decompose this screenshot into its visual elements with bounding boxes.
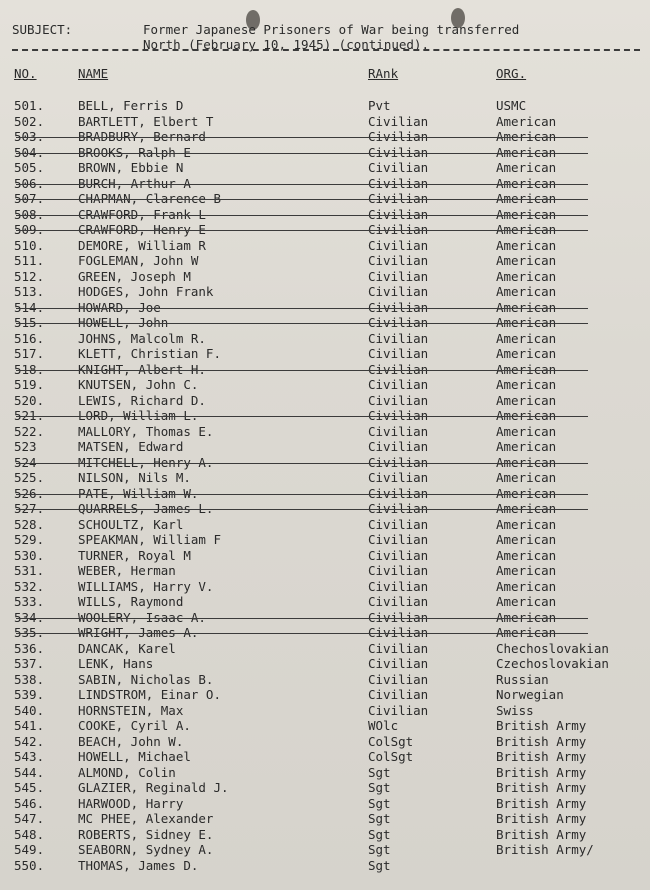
strikethrough-line [16,308,588,309]
entry-number: 534. [14,609,45,625]
list-item [0,145,650,160]
list-item [0,718,650,733]
entry-rank: Civilian [368,439,429,454]
entry-org: American [496,191,557,206]
strikethrough-line [16,494,588,495]
list-item [0,269,650,284]
entry-rank: Civilian [368,175,429,191]
entry-name: THOMAS, James D. [78,857,199,873]
entry-rank: ColSgt [368,749,414,764]
entry-name: WRIGHT, James A. [78,625,199,640]
entry-number: 518. [14,361,45,377]
entry-rank: Civilian [368,268,429,284]
subject-line-1: Former Japanese Prisoners of War being transferred [143,22,520,37]
entry-number: 519. [14,377,45,392]
entry-number: 505. [14,160,45,175]
list-item [0,548,650,563]
entry-rank: Civilian [368,330,429,346]
entry-rank: Sgt [368,826,391,842]
entry-name: SCHOULTZ, Karl [78,516,184,532]
entry-name: BROWN, Ebbie N [78,160,184,175]
entry-number: 520. [14,392,45,408]
strikethrough-line [16,199,588,200]
entry-org: American [496,346,557,361]
entry-rank: Civilian [368,563,429,578]
list-item [0,625,650,640]
strikethrough-line [16,137,588,138]
entry-org: Chechoslovakian [496,640,609,656]
entry-rank: Civilian [368,656,429,671]
entry-org: American [496,392,557,408]
entry-name: CHAPMAN, Clarence B [78,191,221,206]
strikethrough-line [16,416,588,417]
entry-number: 506. [14,175,45,191]
entry-rank: Civilian [368,547,429,563]
entry-number: 521. [14,408,45,423]
entry-rank: Civilian [368,206,429,222]
list-item [0,842,650,857]
entry-number: 509. [14,222,45,237]
entry-rank: Civilian [368,377,429,392]
list-item [0,114,650,129]
list-item [0,532,650,547]
entry-number: 515. [14,315,45,330]
entry-rank: Civilian [368,594,429,609]
entry-org: British Army [496,826,587,842]
list-item [0,827,650,842]
entry-number: 547. [14,811,45,826]
strikethrough-line [16,509,588,510]
strikethrough-line [16,463,588,464]
entry-rank: Civilian [368,423,429,439]
entry-number: 538. [14,671,45,687]
entry-name: BURCH, Arthur A [78,175,191,191]
list-item [0,362,650,377]
entry-number: 544. [14,764,45,780]
entry-number: 523 [14,439,37,454]
entry-number: 501. [14,98,45,113]
entry-org: American [496,113,557,129]
entry-rank: Civilian [368,361,429,377]
entry-number: 542. [14,733,45,749]
list-item [0,796,650,811]
entry-rank: Sgt [368,764,391,780]
strikethrough-line [16,184,588,185]
entry-name: BELL, Ferris D [78,98,184,113]
entry-number: 507. [14,191,45,206]
list-item [0,517,650,532]
entry-number: 502. [14,113,45,129]
entry-rank: Civilian [368,144,429,160]
entry-name: MALLORY, Thomas E. [78,423,214,439]
entry-rank: Civilian [368,470,429,485]
entry-number: 517. [14,346,45,361]
strikethrough-line [16,230,588,231]
list-item [0,191,650,206]
list-item [0,377,650,392]
entry-org: American [496,563,557,578]
entry-org: American [496,315,557,330]
entry-rank: Civilian [368,284,429,299]
list-item [0,858,650,873]
strikethrough-line [16,370,588,371]
entry-number: 531. [14,563,45,578]
entry-number: 514. [14,299,45,315]
entry-rank: Civilian [368,671,429,687]
entry-rank: Civilian [368,191,429,206]
entry-org: American [496,625,557,640]
strikethrough-line [16,153,588,154]
entry-name: SPEAKMAN, William F [78,532,221,547]
entry-rank: Civilian [368,408,429,423]
list-item [0,253,650,268]
list-item [0,300,650,315]
entry-name: NILSON, Nils M. [78,470,191,485]
entry-number: 525. [14,470,45,485]
list-item [0,331,650,346]
entry-number: 504. [14,144,45,160]
entry-rank: Civilian [368,346,429,361]
list-item [0,408,650,423]
entry-org: American [496,268,557,284]
list-item [0,470,650,485]
list-item [0,765,650,780]
entry-org: British Army [496,718,587,733]
entry-org: American [496,408,557,423]
entry-name: TURNER, Royal M [78,547,191,563]
entry-number: 528. [14,516,45,532]
entry-org: British Army [496,733,587,749]
entry-name: HOWARD, Joe [78,299,161,315]
dashed-separator [12,49,640,51]
entry-rank: Civilian [368,516,429,532]
entry-number: 546. [14,795,45,811]
entry-number: 535. [14,625,45,640]
entry-name: HODGES, John Frank [78,284,214,299]
entry-org: American [496,377,557,392]
entry-name: MATSEN, Edward [78,439,184,454]
entry-org: British Army [496,749,587,764]
entry-name: HARWOOD, Harry [78,795,184,811]
entry-rank: Civilian [368,253,429,268]
column-header-no: NO. [14,66,37,81]
column-header-name: NAME [78,66,109,81]
list-item [0,610,650,625]
strikethrough-line [16,618,588,619]
entry-org: American [496,609,557,625]
entry-number: 513. [14,284,45,299]
entry-org: American [496,516,557,532]
entry-rank: Civilian [368,625,429,640]
list-item [0,563,650,578]
entry-rank: Civilian [368,113,429,129]
entry-number: 529. [14,532,45,547]
entry-name: JOHNS, Malcolm R. [78,330,206,346]
entry-org: American [496,361,557,377]
entry-org: American [496,594,557,609]
entry-org: American [496,160,557,175]
entry-org: British Army [496,795,587,811]
list-item [0,98,650,113]
entry-number: 539. [14,687,45,702]
entry-name: DEMORE, William R [78,237,206,253]
entry-rank: Pvt [368,98,391,113]
list-item [0,207,650,222]
entry-number: 503. [14,129,45,144]
entry-name: LINDSTROM, Einar O. [78,687,221,702]
entry-number: 526. [14,485,45,501]
entry-number: 524 [14,454,37,470]
entry-name: LEWIS, Richard D. [78,392,206,408]
entry-rank: WOlc [368,718,399,733]
list-item [0,780,650,795]
entry-name: CRAWFORD, Henry E [78,222,206,237]
list-item [0,734,650,749]
entry-org: British Army/ [496,842,594,857]
entry-org: American [496,299,557,315]
entry-org: American [496,470,557,485]
entry-rank: Civilian [368,392,429,408]
entry-number: 510. [14,237,45,253]
entry-org: British Army [496,811,587,826]
entry-number: 536. [14,640,45,656]
entry-name: MITCHELL, Henry A. [78,454,214,470]
entry-number: 540. [14,702,45,718]
entry-rank: Civilian [368,222,429,237]
entry-name: WOOLERY, Isaac A. [78,609,206,625]
list-item [0,455,650,470]
entry-org: Norwegian [496,687,564,702]
entry-name: KNIGHT, Albert H. [78,361,206,377]
entry-number: 545. [14,780,45,795]
entry-org: American [496,222,557,237]
subject-text [143,22,519,52]
entry-number: 527. [14,501,45,516]
entry-org: American [496,237,557,253]
list-item [0,672,650,687]
entry-org: Russian [496,671,549,687]
entry-org: American [496,578,557,594]
entry-org: Swiss [496,702,534,718]
entry-name: BRADBURY, Bernard [78,129,206,144]
entry-name: HOWELL, John [78,315,169,330]
entry-org: American [496,206,557,222]
entry-name: BARTLETT, Elbert T [78,113,214,129]
entry-name: COOKE, Cyril A. [78,718,191,733]
entry-rank: Civilian [368,640,429,656]
entry-rank: Civilian [368,315,429,330]
entry-name: WILLIAMS, Harry V. [78,578,214,594]
entry-number: 512. [14,268,45,284]
entry-number: 522. [14,423,45,439]
entry-org: American [496,439,557,454]
entry-rank: ColSgt [368,733,414,749]
list-item [0,594,650,609]
entry-org: Czechoslovakian [496,656,609,671]
entry-name: LENK, Hans [78,656,154,671]
list-item [0,176,650,191]
strikethrough-line [16,215,588,216]
entry-name: DANCAK, Karel [78,640,176,656]
entry-org: American [496,253,557,268]
list-item [0,284,650,299]
entry-rank: Sgt [368,842,391,857]
entry-number: 541. [14,718,45,733]
subject-line-2: North (February 10, 1945) (continued). [143,37,429,52]
entry-number: 550. [14,857,45,873]
list-item [0,811,650,826]
strikethrough-line [16,323,588,324]
column-header-org: ORG. [496,66,527,81]
entry-number: 516. [14,330,45,346]
entry-rank: Civilian [368,299,429,315]
list-item [0,393,650,408]
entry-number: 511. [14,253,45,268]
entry-name: WEBER, Herman [78,563,176,578]
entry-name: GLAZIER, Reginald J. [78,780,229,795]
entry-org: American [496,284,557,299]
entry-rank: Civilian [368,609,429,625]
entry-number: 532. [14,578,45,594]
list-item [0,501,650,516]
entry-rank: Sgt [368,857,391,873]
entry-rank: Civilian [368,485,429,501]
strikethrough-line [16,633,588,634]
entry-org: American [496,485,557,501]
list-item [0,749,650,764]
entry-org: American [496,454,557,470]
entry-rank: Civilian [368,237,429,253]
list-item [0,579,650,594]
entry-name: FOGLEMAN, John W [78,253,199,268]
entry-rank: Sgt [368,811,391,826]
list-item [0,703,650,718]
entry-number: 548. [14,826,45,842]
list-item [0,486,650,501]
entry-name: SEABORN, Sydney A. [78,842,214,857]
entry-org: American [496,532,557,547]
list-item [0,424,650,439]
entry-rank: Civilian [368,702,429,718]
entry-org: British Army [496,780,587,795]
entry-name: PATE, William W. [78,485,199,501]
entry-number: 549. [14,842,45,857]
entry-org: American [496,423,557,439]
list-item [0,129,650,144]
entry-org: American [496,144,557,160]
entry-rank: Civilian [368,454,429,470]
entry-name: CRAWFORD, Frank L [78,206,206,222]
list-item [0,439,650,454]
entry-rank: Civilian [368,501,429,516]
entry-name: BROOKS, Ralph E [78,144,191,160]
entry-name: KLETT, Christian F. [78,346,221,361]
entry-number: 530. [14,547,45,563]
entry-name: WILLS, Raymond [78,594,184,609]
entry-name: GREEN, Joseph M [78,268,191,284]
list-item [0,315,650,330]
list-item [0,160,650,175]
entry-org: American [496,175,557,191]
entry-number: 543. [14,749,45,764]
entry-number: 508. [14,206,45,222]
entry-name: ALMOND, Colin [78,764,176,780]
entry-name: BEACH, John W. [78,733,184,749]
entry-name: HOWELL, Michael [78,749,191,764]
entry-rank: Civilian [368,532,429,547]
entry-org: American [496,501,557,516]
list-item [0,641,650,656]
entry-org: American [496,129,557,144]
entry-name: LORD, William L. [78,408,199,423]
entry-number: 537. [14,656,45,671]
entry-org: British Army [496,764,587,780]
entry-rank: Civilian [368,687,429,702]
entry-rank: Civilian [368,160,429,175]
entry-name: SABIN, Nicholas B. [78,671,214,687]
subject-label: SUBJECT: [12,22,73,37]
entry-org: American [496,547,557,563]
entry-name: KNUTSEN, John C. [78,377,199,392]
entry-rank: Sgt [368,795,391,811]
entry-org: American [496,330,557,346]
list-item [0,687,650,702]
entry-name: QUARRELS, James L. [78,501,214,516]
list-item [0,346,650,361]
list-item [0,238,650,253]
entry-number: 533. [14,594,45,609]
entry-rank: Civilian [368,129,429,144]
list-item [0,656,650,671]
entry-rank: Sgt [368,780,391,795]
list-item [0,222,650,237]
entry-name: ROBERTS, Sidney E. [78,826,214,842]
entry-rank: Civilian [368,578,429,594]
entry-org: USMC [496,98,527,113]
entry-name: MC PHEE, Alexander [78,811,214,826]
column-header-rank: RAnk [368,66,399,81]
entry-name: HORNSTEIN, Max [78,702,184,718]
